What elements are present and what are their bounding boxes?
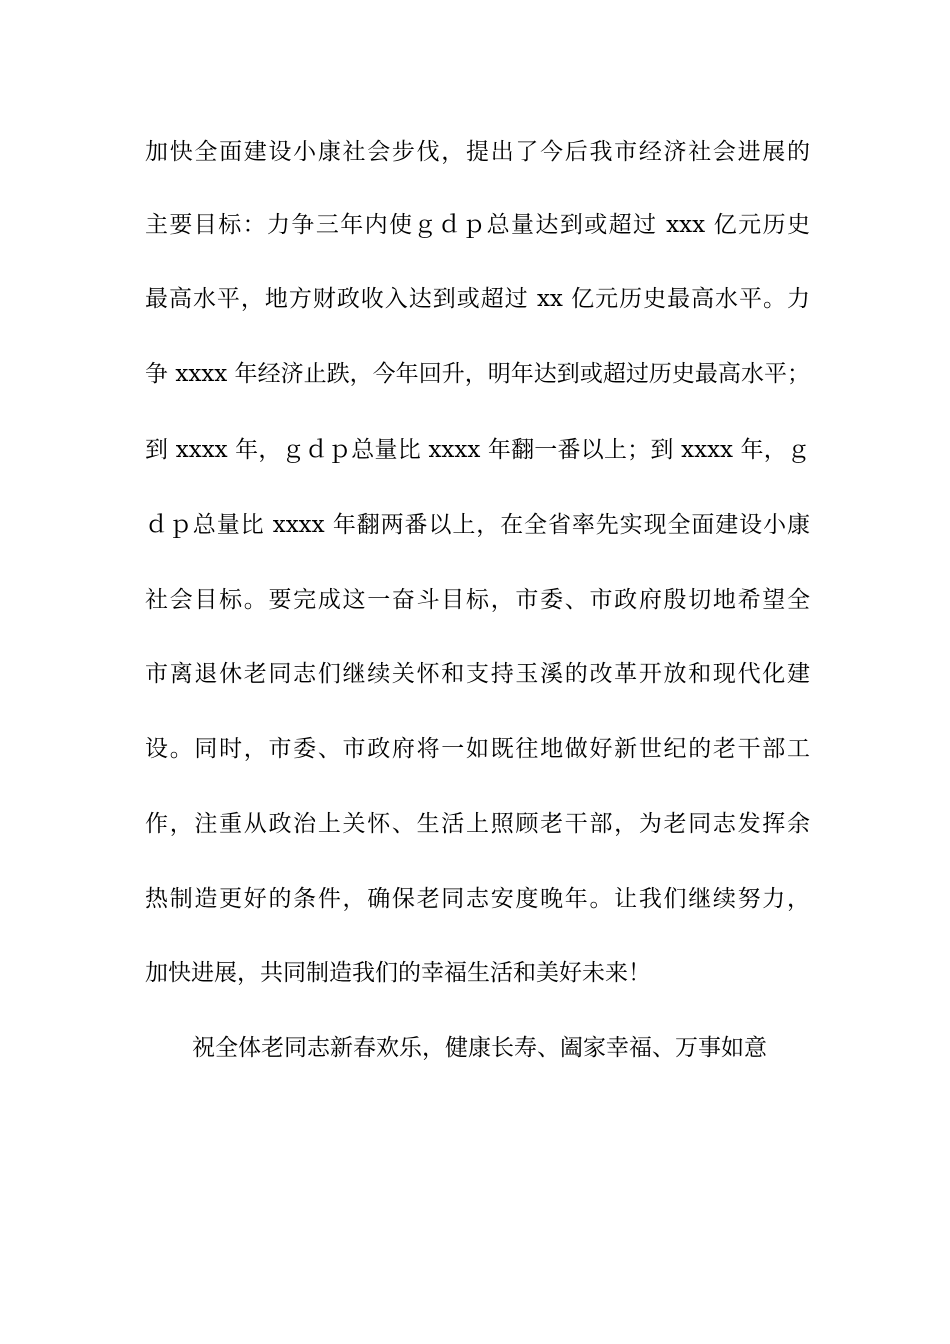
paragraph-line: 热制造更好的条件，确保老同志安度晚年。让我们继续努力， [145,886,810,912]
paragraph-line: 争 xxxx 年经济止跌，今年回升，明年达到或超过历史最高水平； [145,361,810,387]
paragraph-line: 主要目标：力争三年内使ｇｄｐ总量达到或超过 xxx 亿元历史 [145,212,810,238]
paragraph-line-last: 加快进展，共同制造我们的幸福生活和美好未来！ [145,960,651,986]
paragraph-line: 作，注重从政治上关怀、生活上照顾老干部，为老同志发挥余 [145,811,810,837]
closing-greeting: 祝全体老同志新春欢乐，健康长寿、阖家幸福、万事如意 [192,1035,767,1061]
paragraph-line: 到 xxxx 年，ｇｄｐ总量比 xxxx 年翻一番以上；到 xxxx 年，ｇ [145,437,810,463]
paragraph-line: 设。同时，市委、市政府将一如既往地做好新世纪的老干部工 [145,736,810,762]
paragraph-line: ｄｐ总量比 xxxx 年翻两番以上，在全省率先实现全面建设小康 [145,512,810,538]
paragraph-line: 加快全面建设小康社会步伐，提出了今后我市经济社会进展的 [145,139,810,165]
paragraph-line: 社会目标。要完成这一奋斗目标，市委、市政府殷切地希望全 [145,587,810,613]
paragraph-line: 最高水平，地方财政收入达到或超过 xx 亿元历史最高水平。力 [145,286,810,312]
paragraph-line: 市离退休老同志们继续关怀和支持玉溪的改革开放和现代化建 [145,661,810,687]
